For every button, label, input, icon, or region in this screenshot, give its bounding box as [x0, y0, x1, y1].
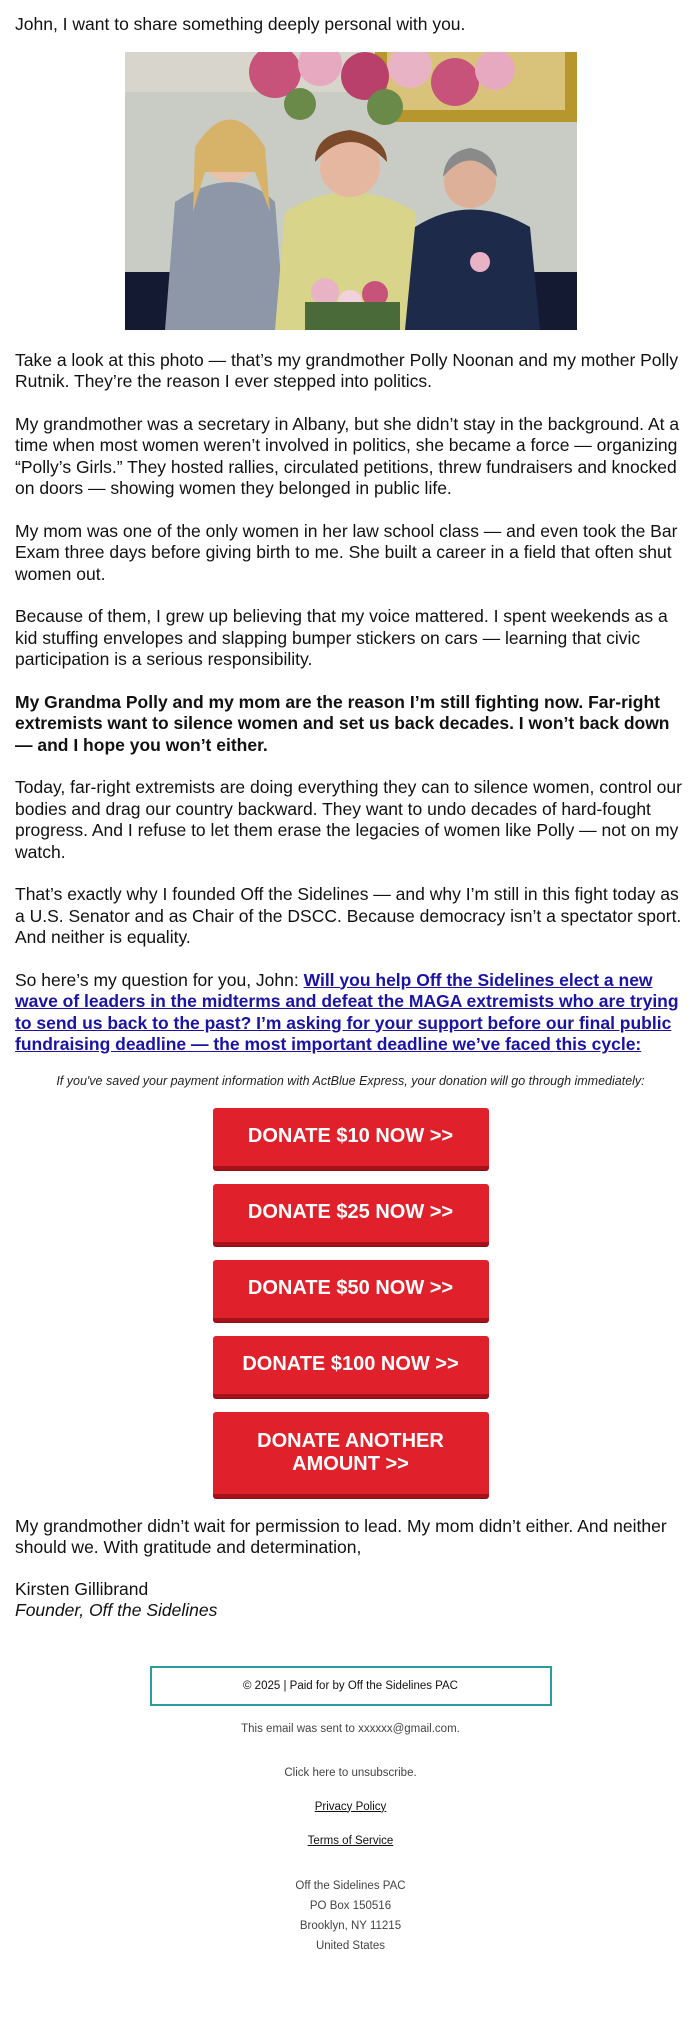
donate-other-amount-button[interactable]: DONATE ANOTHER AMOUNT >>	[213, 1412, 489, 1498]
terms-of-service-link[interactable]: Terms of Service	[307, 1834, 394, 1847]
paragraph-4: Because of them, I grew up believing that my voice mattered. I spent weekends as a kid stuffing envelopes and slapping bumper stickers on cars — learning that civic participation is a serious responsibility.	[15, 606, 668, 669]
paragraph-6: That’s exactly why I founded Off the Sidelines — and why I’m still in this fight today as a U.S. Senator and as Chair of the DSCC. Because democracy isn’t a spectator sport. And neither is equality.	[15, 884, 682, 947]
address-line-1: Off the Sidelines PAC	[295, 1879, 406, 1892]
paragraph-2: My grandmother was a secretary in Albany, but she didn’t stay in the background. At a time when most women weren’t involved in politics, she became a force — organizing “Polly’s Girls.” They hosted rallies, circulated petitions, threw fundraisers and knocked on doors — showing women they belonged in public life.	[15, 413, 680, 498]
privacy-wrap	[15, 1800, 686, 1814]
donate-50-button[interactable]: DONATE $50 NOW >>	[213, 1260, 489, 1322]
greeting: John, I want to share something deeply personal with you.	[15, 14, 466, 34]
donate-buttons	[15, 1108, 686, 1512]
privacy-policy-link[interactable]: Privacy Policy	[314, 1800, 387, 1813]
signature-name: Kirsten Gillibrand	[15, 1578, 149, 1599]
donate-100-button[interactable]: DONATE $100 NOW >>	[213, 1336, 489, 1398]
ask-paragraph	[15, 970, 686, 1056]
family-photo	[125, 52, 577, 330]
ask-link[interactable]: Will you help Off the Sidelines elect a new wave of leaders in the midterms and defeat the MAGA extremists who are trying to send us back to the past? I’m asking for your support before our final public fundraising deadline — the most important deadline we’ve faced this cycle:	[15, 969, 679, 1054]
sent-to-text: This email was sent to xxxxxx@gmail.com.	[241, 1722, 460, 1735]
paragraph-5: Today, far-right extremists are doing everything they can to silence women, control our bodies and drag our country backward. They want to undo decades of hard-fought progress. And I refuse to let them erase the legacies of women like Polly — not on my watch.	[15, 777, 682, 862]
paragraph-1: Take a look at this photo — that’s my grandmother Polly Noonan and my mother Polly Rutnik. They’re the reason I ever stepped into politics.	[15, 349, 679, 391]
donate-25-button[interactable]: DONATE $25 NOW >>	[213, 1184, 489, 1246]
address-line-4: United States	[315, 1939, 386, 1952]
signature-title: Founder, Off the Sidelines	[15, 1600, 218, 1620]
closing-paragraph: My grandmother didn’t wait for permission to lead. My mom didn’t either. And neither should we. With gratitude and determination,	[15, 1515, 667, 1557]
paragraph-3: My mom was one of the only women in her law school class — and even took the Bar Exam three days before giving birth to me. She built a career in a field that often shut women out.	[15, 520, 678, 584]
bold-paragraph: My Grandma Polly and my mom are the reason I’m still fighting now. Far-right extremists want to silence women and set us back decades. I won’t back down — and I hope you won’t either.	[15, 691, 670, 755]
address-line-3: Brooklyn, NY 11215	[299, 1919, 402, 1932]
unsubscribe-link[interactable]: Click here to unsubscribe.	[284, 1766, 417, 1779]
paid-for-text: © 2025 | Paid for by Off the Sidelines PAC	[243, 1679, 458, 1692]
ask-lead: So here’s my question for you, John:	[15, 969, 304, 990]
address-line-2: PO Box 150516	[309, 1899, 392, 1912]
donate-10-button[interactable]: DONATE $10 NOW >>	[213, 1108, 489, 1170]
terms-wrap	[15, 1834, 686, 1848]
paid-for-box	[150, 1666, 552, 1706]
actblue-note: If you've saved your payment information with ActBlue Express, your donation will go through immediately:	[56, 1073, 645, 1088]
footer	[15, 1666, 686, 1956]
postal-address	[15, 1876, 686, 1956]
